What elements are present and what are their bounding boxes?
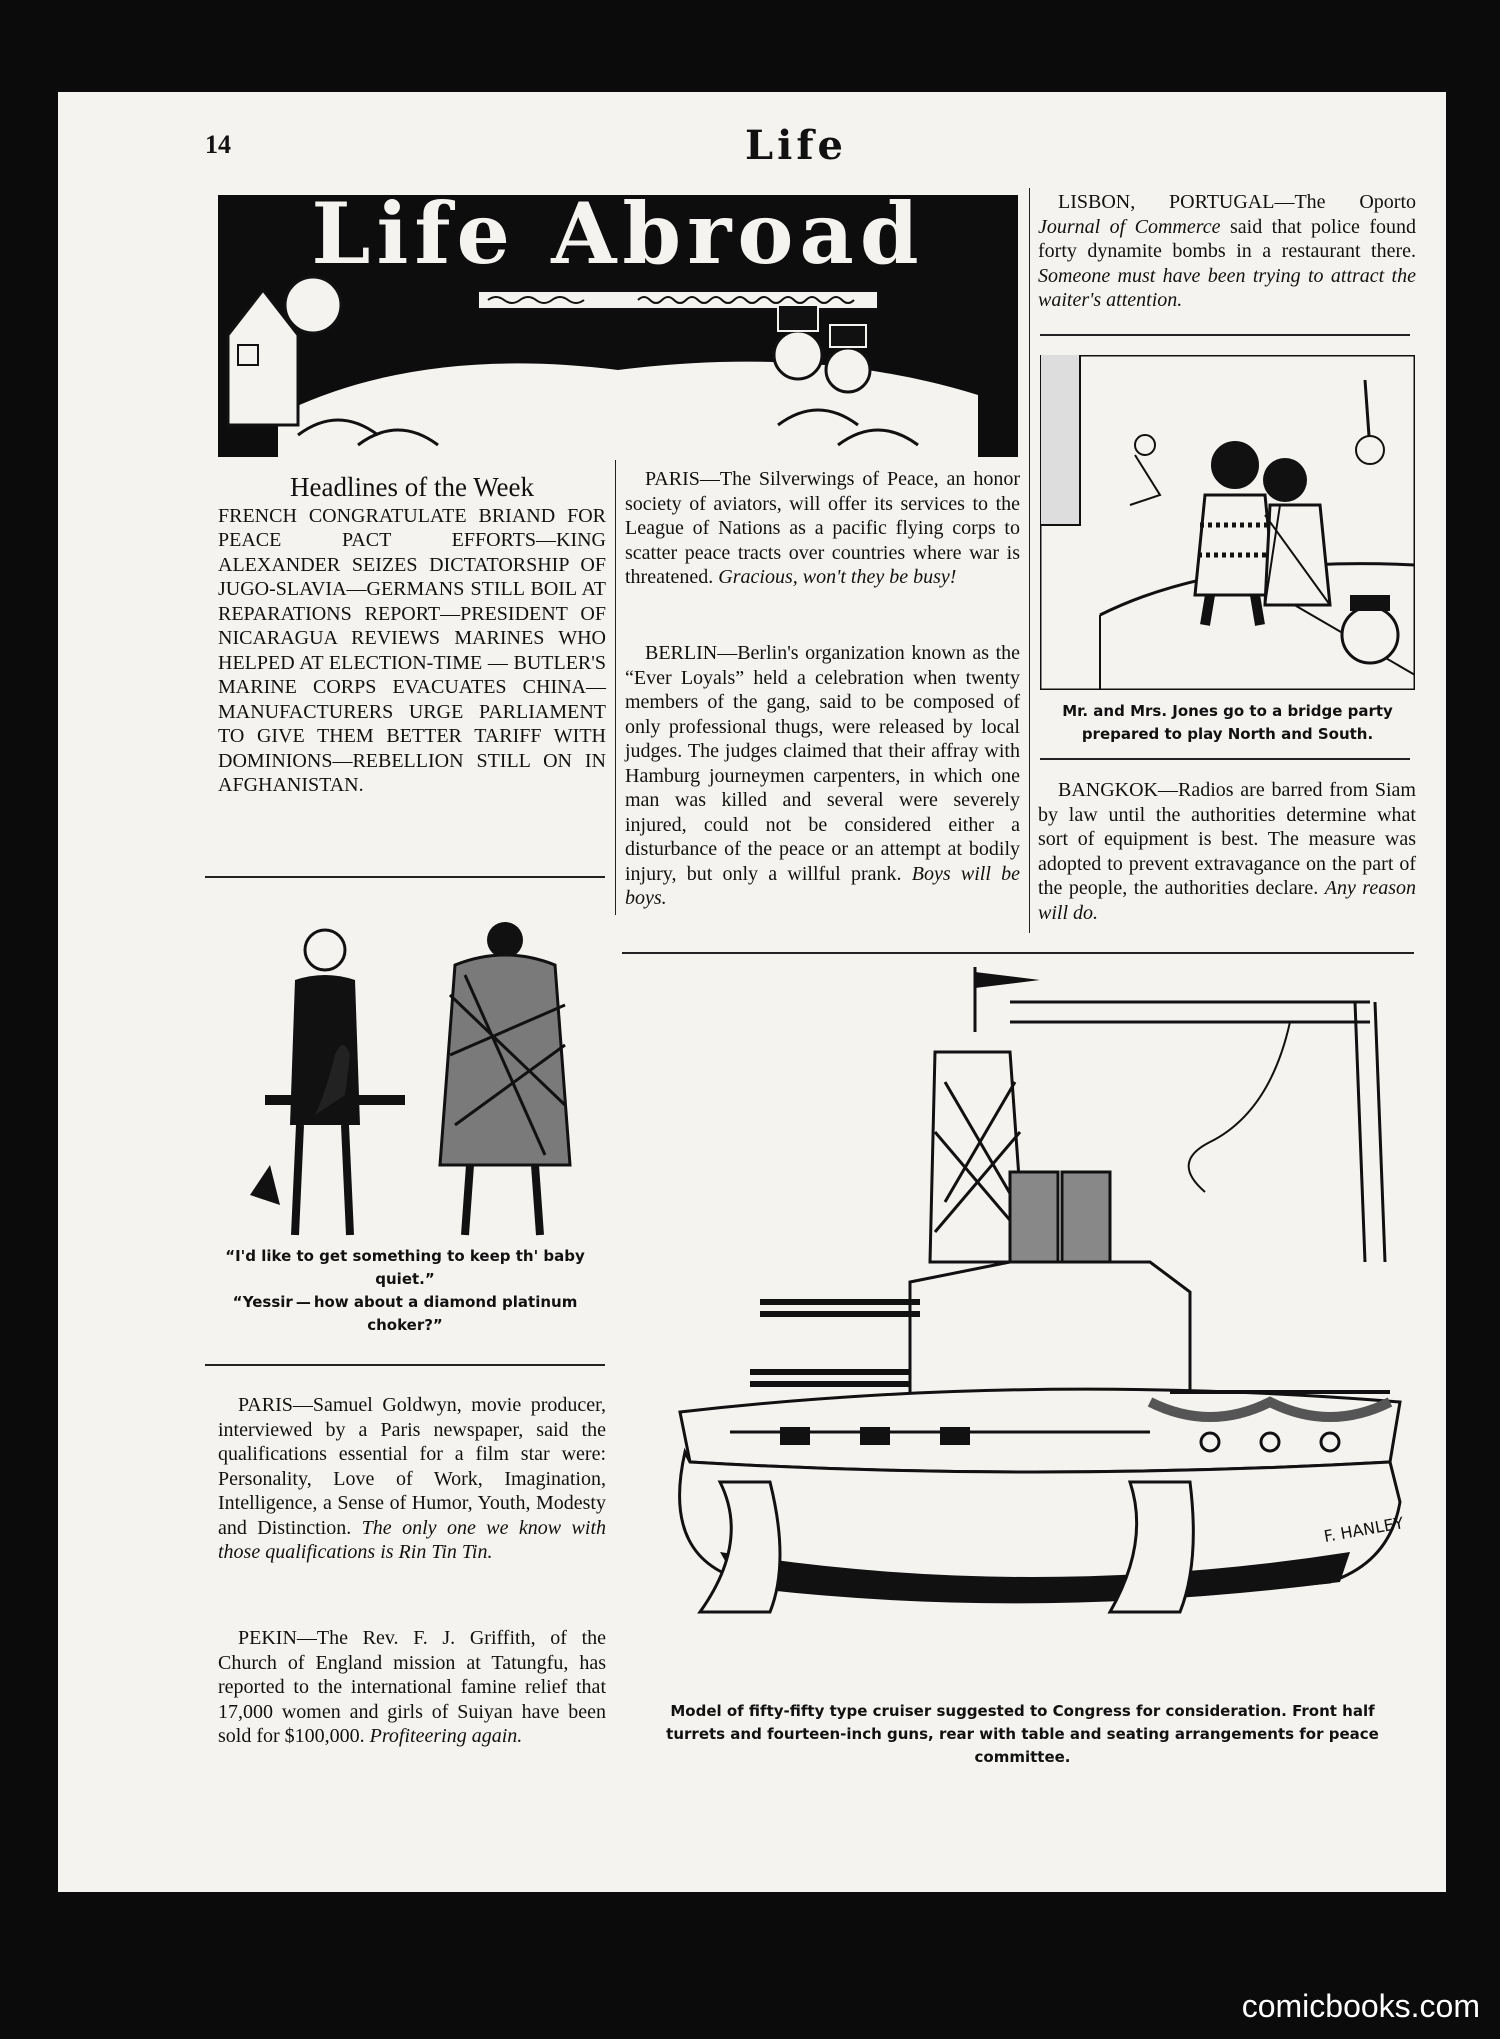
berlin-quip: Boys will be boys.	[625, 862, 1021, 909]
paris-goldwyn-quip: The only one we know with those qualifications is Rin Tin Tin.	[218, 1516, 607, 1563]
lisbon-text: LISBON, PORTUGAL—The Oporto	[1058, 191, 1416, 213]
masthead: Life	[745, 122, 847, 169]
cruiser-caption: Model of fifty-fifty type cruiser suggested to Congress for consideration. Front half turrets and fourteen-inch guns, rear with table and seating arrangements for peace committee.	[666, 1702, 1379, 1766]
berlin-text: BERLIN—Berlin's organization known as the “Ever Loyals” held a celebration when twenty members of the gang, said to be composed of only professional thugs, were released by local judges. The judges claimed that their affray with Hamburg journeymen carpenters, in which one man was killed and several were severely injured, could not be considered either a disturbance of the peace or an attempt at bodily injury, but only a willful prank.	[625, 642, 1020, 885]
lisbon-journal: Journal of Commerce	[1038, 215, 1221, 238]
page-number: 14	[205, 130, 231, 159]
paris-silverwings-quip: Gracious, won't they be busy!	[718, 566, 957, 588]
bangkok-item	[1038, 778, 1416, 925]
banner-title: Life Abroad	[311, 195, 925, 283]
pekin-item	[218, 1626, 606, 1749]
headlines-body: FRENCH CONGRATULATE BRIAND FOR PEACE PACT EFFORTS—KING ALEXANDER SEIZES DICTATORSHIP OF JUGO-SLAVIA—GERMANS STILL BOIL AT REPARATIONS REPORT—PRESIDENT OF NICARAGUA REVIEWS MARINES WHO HELPED AT ELECTION-TIME — BUTLER'S MARINE CORPS EVACUATES CHINA—MANUFACTURERS URGE PARLIAMENT TO GIVE THEM BETTER TARIFF WITH DOMINIONS—REBELLION STILL ON IN AFGHANISTAN.	[218, 504, 606, 796]
headlines-block	[218, 472, 606, 798]
divider	[205, 1364, 605, 1366]
bangkok-quip: Any reason will do.	[1038, 877, 1417, 924]
bridge-party-caption: Mr. and Mrs. Jones go to a bridge party prepared to play North and South.	[1062, 702, 1393, 743]
headlines-title: Headlines of the Week	[290, 472, 534, 502]
jeweler-cartoon	[225, 895, 595, 1245]
cruiser-cartoon	[630, 962, 1415, 1682]
bangkok-text: BANGKOK—Radios are barred from Siam by law until the authorities determine what sort of equipment is best. The measure was adopted to prevent extravagance on the part of the people, the authorities declare.	[1038, 779, 1416, 899]
watermark: comicbooks.com	[1241, 1988, 1480, 2024]
paris-silverwings-text: PARIS—The Silverwings of Peace, an honor society of aviators, will offer its services to the League of Nations as a pacific flying corps to scatter peace tracts over countries where war is threatened.	[625, 468, 1020, 588]
divider	[622, 952, 1414, 954]
lisbon-rest: said that police found forty dynamite bombs in a restaurant there.	[1038, 215, 1417, 262]
paris-silverwings-item	[625, 467, 1020, 590]
jeweler-caption-line-2: “Yessir — how about a diamond platinum choker?”	[232, 1293, 578, 1334]
column-rule	[615, 460, 616, 915]
divider	[1040, 758, 1410, 760]
cruiser-signature: F. HANLEY	[1322, 1513, 1406, 1546]
berlin-item	[625, 641, 1020, 911]
bridge-party-cartoon	[1040, 355, 1415, 690]
jeweler-caption	[205, 1245, 605, 1337]
pekin-quip: Profiteering again.	[369, 1725, 523, 1747]
lisbon-quip: Someone must have been trying to attract the waiter's attention.	[1038, 264, 1416, 311]
life-abroad-banner	[218, 195, 1018, 457]
paris-goldwyn-item	[218, 1393, 606, 1565]
divider	[205, 876, 605, 878]
banner-illustration	[218, 195, 1018, 457]
paris-goldwyn-text: PARIS—Samuel Goldwyn, movie producer, interviewed by a Paris newspaper, said the qualifications essential for a film star were: Personality, Love of Work, Imagination, Intelligence, a Sense of Humor, Youth, Modesty and Distinction.	[218, 1394, 606, 1539]
column-rule	[1029, 188, 1030, 933]
jeweler-caption-line-1: “I'd like to get something to keep th' baby quiet.”	[225, 1247, 585, 1288]
lisbon-item	[1038, 190, 1416, 313]
divider	[1040, 334, 1410, 336]
pekin-text: PEKIN—The Rev. F. J. Griffith, of the Church of England mission at Tatungfu, has reported to the international famine relief that 17,000 women and girls of Suiyan have been sold for $100,000.	[218, 1627, 606, 1747]
